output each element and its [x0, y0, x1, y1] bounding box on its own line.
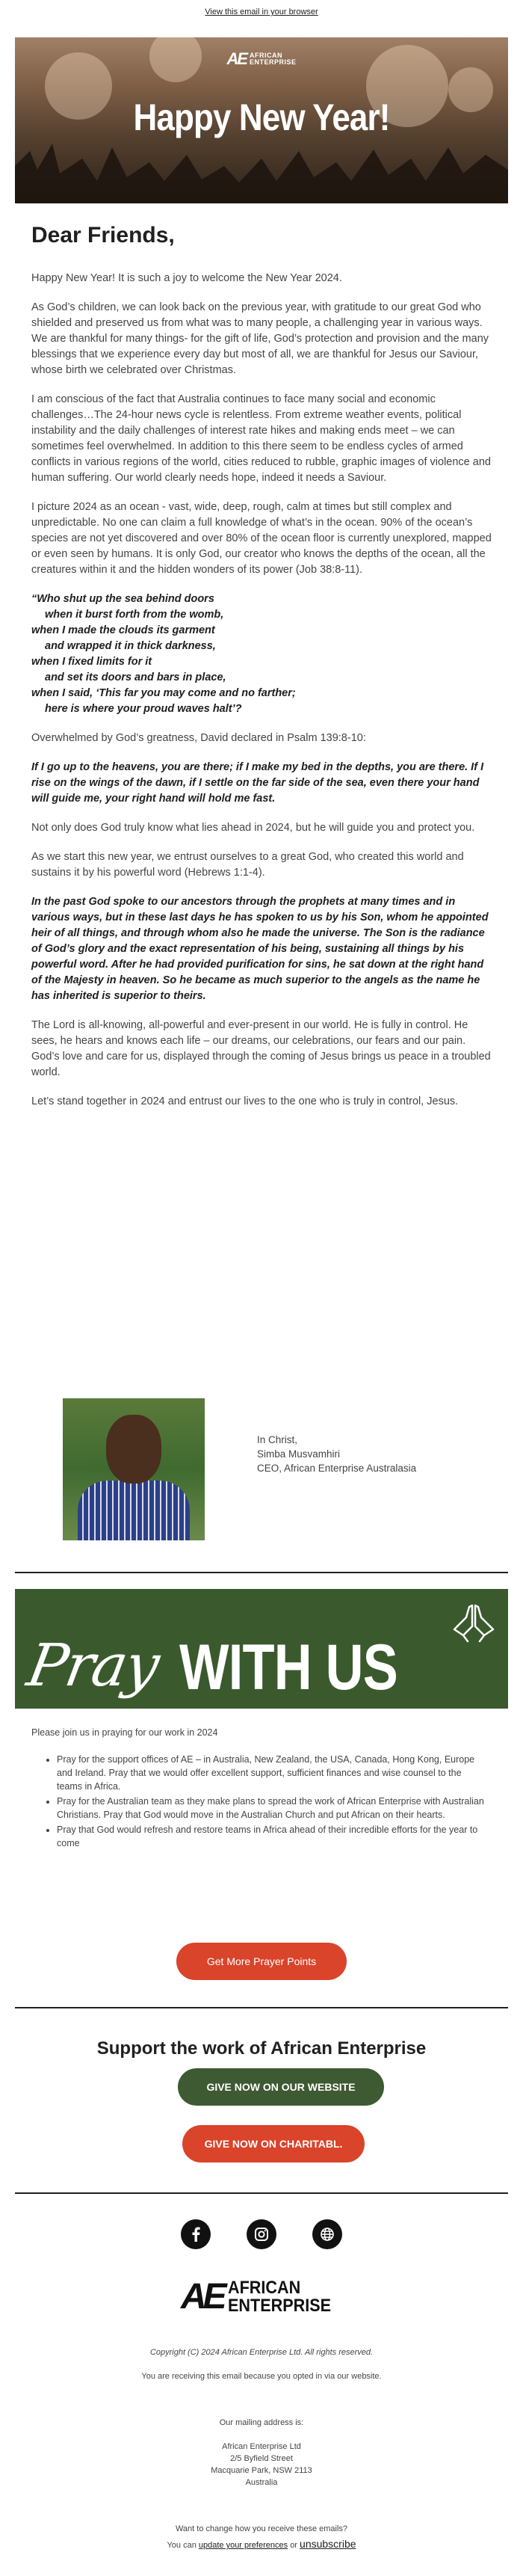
you-can-text: You can [167, 2541, 196, 2550]
address-city: Macquarie Park, NSW 2113 [211, 2466, 312, 2475]
poem-line: and wrapped it in thick darkness, [45, 640, 216, 652]
paragraph: Overwhelmed by God’s greatness, David declared in Psalm 139:8-10: [31, 732, 366, 744]
mailing-address [0, 2417, 523, 2489]
poem-line: here is where your proud waves halt’? [45, 703, 242, 715]
address-name: African Enterprise Ltd [222, 2442, 301, 2451]
hero-banner [15, 37, 508, 203]
scripture-verse: If I go up to the heavens, you are there; if I make my bed in the depths, you are there. If I rise on the wings of the dawn, if I settle on the far side of the sea, even there your hand will guide me, your right hand will hold me fast. [31, 761, 484, 805]
prayer-list [31, 1753, 487, 1850]
update-preferences-link[interactable]: update your preferences [198, 2541, 288, 2550]
paragraph: The Lord is all-knowing, all-powerful and ever-present in our world. He is fully in control. He sees, he hears and knows each life – our dreams, our celebrations, our fears and our pain. God’s love and care for us, displayed through the coming of Jesus brings us peace in a troubled world. [31, 1019, 491, 1078]
poem-line: and set its doors and bars in place, [45, 671, 226, 683]
address-street: 2/5 Byfield Street [230, 2454, 293, 2463]
poem-line: when it burst forth from the womb, [45, 609, 224, 621]
greeting: Dear Friends, [31, 223, 175, 248]
praying-hands-icon [450, 1599, 498, 1647]
mailing-label: Our mailing address is: [219, 2418, 304, 2427]
poem-line: when I said, ‘This far you may come and no farther; [31, 687, 296, 699]
author-title: CEO, African Enterprise Australasia [257, 1463, 417, 1474]
footer-logo [0, 2276, 523, 2317]
pray-with-us-banner [15, 1589, 508, 1709]
paragraph: Happy New Year! It is such a joy to welcome the New Year 2024. [31, 272, 342, 284]
pray-bold-words: WITH US [179, 1632, 397, 1703]
prayer-item: • Pray that God would refresh and restore teams in Africa ahead of their incredible efforts for the year to come [57, 1823, 487, 1850]
paragraph: As God’s children, we can look back on the previous year, with gratitude to our great God who shielded and preserved us from what was to many people, a challenging year in various ways. We are thankful for many things- for the gift of life, God’s protection and provision and the many blessings that we experience every day but most of all, we are thankful for Jesus our Saviour, whose birth we celebrated over Christmas. [31, 301, 489, 376]
copyright [0, 2346, 523, 2358]
view-in-browser-link[interactable]: View this email in your browser [205, 7, 318, 16]
support-title: Support the work of African Enterprise [96, 2038, 427, 2059]
unsubscribe-link[interactable]: unsubscribe [300, 2538, 356, 2550]
view-in-browser [0, 7, 523, 16]
copyright-text: Copyright (C) 2024 African Enterprise Ltd. All rights reserved. [149, 2348, 374, 2357]
divider [15, 1572, 508, 1573]
poem-line: when I made the clouds its garment [31, 624, 215, 636]
paragraph: Not only does God truly know what lies ahead in 2024, but he will guide you and protect you. [31, 822, 475, 834]
hero-logo-line2: ENTERPRISE [250, 58, 297, 66]
hero-logo [15, 49, 508, 69]
letter-body [31, 223, 492, 1123]
signature-block [257, 1433, 416, 1540]
signoff-line: In Christ, [257, 1434, 298, 1445]
instagram-icon[interactable] [247, 2219, 276, 2249]
prayer-item: • Pray for the Australian team as they make plans to spread the work of African Enterprise with Australian Christians. Pray that God would move in the Australian Church and put African on their hearts. [57, 1795, 487, 1822]
paragraph: I picture 2024 as an ocean - vast, wide, deep, rough, calm at times but still complex and unpredictable. No one can claim a full knowledge of what’s in the ocean. 90% of the ocean’s species are not yet discovered and over 80% of the ocean floor is currently unexplored, mapped or even seen by humans. It is only God, our creator who knows the depths of the ocean, all the creatures within it and the hidden wonders of its power (Job 38:8-11). [31, 501, 492, 576]
prayer-points [31, 1726, 487, 1851]
divider [15, 2007, 508, 2008]
get-more-prayer-points-button[interactable]: Get More Prayer Points [176, 1943, 347, 1980]
give-on-charitabl-button[interactable]: GIVE NOW ON CHARITABL. [182, 2125, 365, 2162]
author-name: Simba Musvamhiri [257, 1448, 341, 1460]
footer-logo-mark: AE [180, 2277, 223, 2317]
paragraph: I am conscious of the fact that Australia continues to face many social and economic challenges…The 24-hour news cycle is relentless. From extreme weather events, political instability and the daily challenges of interest rate hikes and making ends meet – we can sometimes feel overwhelmed. In addition to this there seem to be endless cycles of armed conflicts in various regions of the world, cities reduced to rubble, graphic images of violence and human suffering. Our world clearly needs hope, indeed it needs a Saviour. [31, 393, 491, 484]
poem-line: “Who shut up the sea behind doors [31, 593, 214, 605]
scripture-verse: In the past God spoke to our ancestors through the prophets at many times and in various ways, but in these last days he has spoken to us by his Son, whom he appointed heir of all things, and through whom also he made the universe. The Son is the radiance of God’s glory and the exact representation of his being, sustaining all things by his powerful word. After he had provided purification for sins, he sat down at the right hand of the Majesty in heaven. So he became as much superior to the angels as the name he has inherited is superior to theirs. [31, 896, 489, 1002]
or-text: or [290, 2541, 297, 2550]
scripture-poem [31, 591, 492, 717]
website-icon[interactable] [312, 2219, 342, 2249]
hero-title: Happy New Year! [133, 96, 390, 138]
give-on-website-button[interactable]: GIVE NOW ON OUR WEBSITE [178, 2068, 384, 2106]
facebook-icon[interactable] [181, 2219, 211, 2249]
hero-logo-mark: AE [226, 49, 247, 68]
opted-in-note: You are receiving this email because you opted in via our website. [141, 2372, 382, 2381]
signoff [63, 1398, 496, 1540]
address-country: Australia [245, 2478, 278, 2487]
footer-logo-line1: AFRICAN [227, 2277, 300, 2298]
paragraph: Let’s stand together in 2024 and entrust our lives to the one who is truly in control, Jesus. [31, 1095, 459, 1107]
crowd-silhouette [15, 136, 508, 203]
change-question: Want to change how you receive these emails? [175, 2524, 348, 2533]
paragraph: As we start this new year, we entrust ourselves to a great God, who created this world and sustains it by his powerful word (Hebrews 1:1-4). [31, 851, 464, 879]
pray-script-word: Pray [22, 1632, 164, 1700]
preferences-block [0, 2523, 523, 2551]
prayer-item: • Pray for the support offices of AE – in Australia, New Zealand, the USA, Canada, Hong Kong, Europe and Ireland. Pray that we would offer excellent support, sufficient finances and wise counsel to the teams in Africa. [57, 1753, 487, 1793]
poem-line: when I fixed limits for it [31, 656, 152, 668]
divider [15, 2192, 508, 2194]
author-photo [63, 1398, 205, 1540]
footer-logo-line2: ENTERPRISE [227, 2295, 331, 2316]
social-links [0, 2219, 523, 2249]
hero-logo-line1: AFRICAN [250, 52, 283, 59]
prayer-intro: Please join us in praying for our work in 2024 [31, 1727, 218, 1738]
